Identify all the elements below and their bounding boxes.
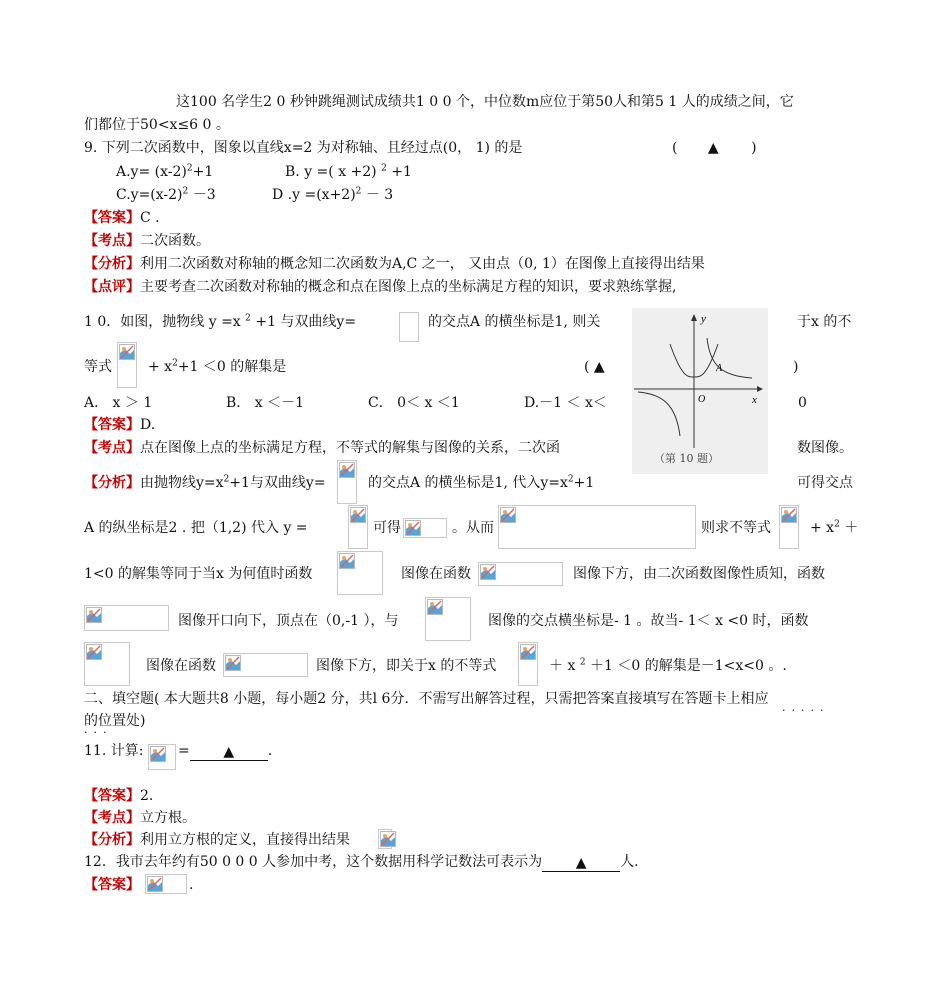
formula-image <box>84 605 169 631</box>
q11-blank: = ▲ . <box>178 743 273 760</box>
q10-analysis-line-4b: 图像的交点横坐标是- 1 。故当- 1＜ x <0 时，函数 <box>488 613 809 629</box>
q10-stem-line-2: + $x^2+1 <0$ 的解集是 <box>148 358 287 375</box>
formula-image <box>399 312 419 342</box>
broken-image-icon <box>119 344 135 360</box>
formula-image <box>425 597 471 641</box>
q10-stem-line-1: 1 0．如图，抛物线 y =x $^2$ +1 与双曲线y= <box>84 313 357 330</box>
q9-option-d: D $.y =(x+2)^2 - 3$ <box>272 186 394 203</box>
q10-option-a: A． x ＞ 1 <box>84 395 153 411</box>
triangle-icon: ▲ <box>575 855 587 871</box>
q10-answer-slot-close: ) <box>793 359 799 375</box>
answer-blank <box>190 744 268 761</box>
q11-stem: 11. 计算: <box>84 743 144 759</box>
intro-line-1: 这100 名学生2 0 秒钟跳绳测试成绩共1 0 0 个，中位数m应位于第50人和第5 1 人的成绩之间，它 <box>176 94 794 110</box>
y-axis-label: y <box>701 313 706 325</box>
q11-analysis: 【分析】利用立方根的定义，直接得出结果 <box>84 832 350 848</box>
formula-image <box>337 551 383 595</box>
x-axis-label: x <box>752 394 757 406</box>
q10-stem-line-1-end: 于x 的不 <box>797 314 852 330</box>
q10-analysis-line-3: 1<0 的解集等同于当x 为何值时函数 <box>84 566 313 582</box>
q10-analysis-line-5: 图像在函数 <box>146 658 216 674</box>
q12-stem: 12．我市去年约有50 0 0 0 人参加中考，这个数据用科学记数法可表示为 ▲ 人. <box>84 854 639 871</box>
point-a-label: A <box>716 363 723 374</box>
triangle-icon: ▲ <box>223 744 235 760</box>
broken-image-icon <box>339 553 355 569</box>
q10-answer: 【答案】D. <box>84 417 156 433</box>
q10-analysis-line-2d: 则求不等式 <box>701 520 771 536</box>
q9-answer-slot: ( ▲ ) <box>672 140 757 156</box>
q10-option-d: D.－1 ＜ x＜ <box>524 395 607 411</box>
q10-point: 【考点】点在图像上点的坐标满足方程，不等式的解集与图像的关系，二次函 <box>84 440 560 456</box>
q10-analysis-line-5b: 图像下方，即关于x 的不等式 <box>316 658 497 674</box>
q12-answer-period: . <box>189 877 194 893</box>
q10-option-d-end: 0 <box>798 395 807 411</box>
formula-image <box>145 874 187 894</box>
broken-image-icon <box>427 599 443 615</box>
broken-image-icon <box>405 520 421 536</box>
parabola-hyperbola-graph <box>632 308 768 474</box>
broken-image-icon <box>86 607 102 623</box>
q10-analysis-line-2e: + $x^2$ ＋ <box>810 519 859 536</box>
triangle-icon: ▲ <box>593 359 605 375</box>
graph-figure <box>632 308 768 474</box>
formula-image <box>84 642 130 686</box>
q10-analysis-line-1-end: 可得交点 <box>797 475 853 491</box>
broken-image-icon <box>380 831 396 847</box>
formula-image <box>518 642 538 686</box>
hyperbola-left-branch <box>638 392 680 436</box>
q10-option-b: B． x ＜－1 <box>226 395 304 411</box>
broken-image-icon <box>225 655 241 671</box>
q10-analysis-line-3b: 图像在函数 <box>401 566 471 582</box>
y-axis-arrow <box>691 314 697 321</box>
formula-image <box>378 829 392 849</box>
q10-answer-slot-open: ( ▲ <box>584 359 605 375</box>
broken-image-icon <box>480 564 496 580</box>
emphasis-dots: ··· <box>84 726 113 739</box>
q11-answer: 【答案】2. <box>84 788 154 804</box>
q10-analysis-line-2: A 的纵坐标是2 . 把（1,2) 代入 y = <box>84 520 308 536</box>
q9-option-b: B. y =( x +2) $^2$ +1 <box>285 163 412 180</box>
q9-option-c: $C.y=(x-2)^2 -3$ <box>116 186 216 203</box>
answer-blank <box>542 855 620 872</box>
origin-label: O <box>698 394 706 405</box>
q9-review: 【点评】主要考查二次函数对称轴的概念和点在图像上点的坐标满足方程的知识，要求熟练掌握, <box>84 279 677 295</box>
x-axis-arrow <box>757 386 763 392</box>
q9-analysis: 【分析】利用二次函数对称轴的概念知二次函数为A,C 之一， 又由点（0, 1）在图像上直接得出结果 <box>84 256 705 272</box>
q9-answer: 【答案】C . <box>84 210 160 226</box>
broken-image-icon <box>147 876 163 892</box>
broken-image-icon <box>86 644 102 660</box>
q10-stem-line-2-label: 等式 <box>84 359 112 375</box>
broken-image-icon <box>350 507 366 523</box>
q12-answer: 【答案】 <box>84 877 140 893</box>
q10-analysis-line-1b: 的交点A 的横坐标是1, 代入$y=x^2+1$ <box>368 474 595 491</box>
formula-image <box>498 505 696 549</box>
triangle-icon: ▲ <box>707 140 719 156</box>
q9-point: 【考点】二次函数。 <box>84 233 210 249</box>
formula-image <box>478 562 563 586</box>
formula-image <box>148 744 176 770</box>
formula-image <box>403 518 447 538</box>
q10-analysis-line-5c: ＋ x $^2$ ＋1 ＜0 的解集是－1<x<0 。. <box>549 657 787 674</box>
section-2-header-line-2: 的位置处) <box>84 713 146 729</box>
q10-analysis-line-2c: 。从而 <box>452 520 494 536</box>
formula-image <box>223 653 308 677</box>
broken-image-icon <box>500 507 516 523</box>
q10-point-tail: 数图像。 <box>797 440 853 456</box>
broken-image-icon <box>339 462 355 478</box>
emphasis-dots: ····· <box>782 704 830 717</box>
q10-analysis-line-4: 图像开口向下，顶点在（0,-1 ），与 <box>178 613 399 629</box>
broken-image-icon <box>150 746 166 762</box>
broken-image-icon <box>520 644 536 660</box>
q10-option-c: C． 0＜ x ＜1 <box>368 395 460 411</box>
formula-image <box>348 505 368 549</box>
q11-point: 【考点】立方根。 <box>84 810 196 826</box>
q9-option-a: $A.y= (x-2)^2+1$ <box>116 163 214 180</box>
formula-image <box>117 342 137 388</box>
section-2-header: 二、填空题( 本大题共8 小题，每小题2 分，共l 6分．不需写出解答过程，只需把答案直接填写在答题卡上相应 <box>84 691 769 707</box>
broken-image-icon <box>781 507 797 523</box>
q10-analysis-line-1: 【分析】由抛物线$y=x^2+1$与双曲线y= <box>84 474 326 491</box>
formula-image <box>779 505 799 549</box>
q9-stem: 9. 下列二次函数中，图象以直线x=2 为对称轴、且经过点(0， 1) 的是 <box>84 140 523 156</box>
q10-stem-line-1-tail: 的交点A 的横坐标是1, 则关 <box>428 314 601 330</box>
q10-analysis-line-2b: 可得 <box>373 520 401 536</box>
q10-analysis-line-3c: 图像下方，由二次函数图像性质知，函数 <box>573 566 825 582</box>
formula-image <box>337 460 357 504</box>
hyperbola-right-branch <box>707 338 752 378</box>
figure-caption: （第 10 题） <box>654 452 719 465</box>
intro-line-2: 们都位于50<x≤6 0 。 <box>84 117 230 133</box>
